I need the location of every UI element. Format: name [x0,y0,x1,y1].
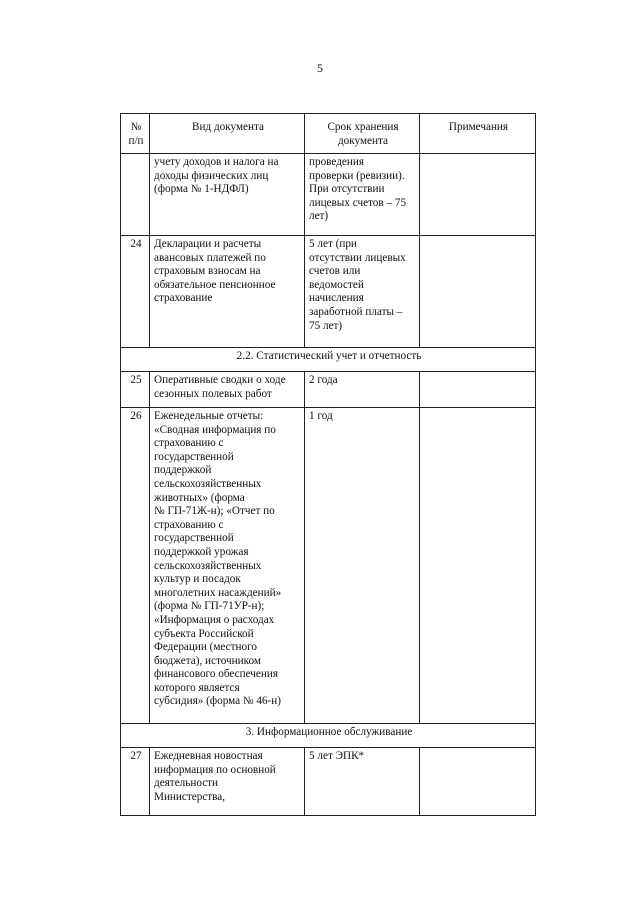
table-header-row [121,114,536,154]
section-title: 2.2. Статистический учет и отчетность [121,348,536,372]
table-row [121,408,536,724]
table-row [121,748,536,816]
table-row [121,236,536,348]
page-number: 5 [317,61,323,75]
row-doc-type: Декларации и расчеты авансовых платежей по страховым взносам на обязательное пенсионное страхование [150,236,305,348]
header-num: № п/п [121,114,150,154]
row-notes [420,236,536,348]
row-notes [420,748,536,816]
section-row [121,724,536,748]
row-notes [420,372,536,408]
row-notes [420,408,536,724]
row-retention: 2 года [305,372,420,408]
row-doc-type: Ежедневная новостная информация по основной деятельности Министерства, [150,748,305,816]
section-title: 3. Информационное обслуживание [121,724,536,748]
header-notes: Примечания [420,114,536,154]
table-row [121,154,536,236]
row-notes [420,154,536,236]
header-doc-type: Вид документа [150,114,305,154]
row-retention: 1 год [305,408,420,724]
row-num: 24 [121,236,150,348]
row-num: 25 [121,372,150,408]
section-row [121,348,536,372]
retention-schedule-table [120,113,536,816]
row-doc-type: учету доходов и налога на доходы физических лиц (форма № 1-НДФЛ) [150,154,305,236]
row-retention: 5 лет ЭПК* [305,748,420,816]
row-num: 26 [121,408,150,724]
row-doc-type: Еженедельные отчеты: «Сводная информация по страхованию с государственной поддержкой сельскохозяйственных животных» (форма № ГП-71Ж-н); «Отчет по страхованию с государственной поддержкой урожая сельскохозяйственных культур и посадок многолетних насаждений» (форма № ГП-71УР-н); «Информация о расходах субъекта Российской Федерации (местного бюджета), источником финансового обеспечения которого является субсидия» (форма № 46-н) [150,408,305,724]
table-row [121,372,536,408]
header-retention: Срок хранения документа [305,114,420,154]
row-retention: 5 лет (при отсутствии лицевых счетов или ведомостей начисления заработной платы – 75 лет) [305,236,420,348]
row-num [121,154,150,236]
row-num: 27 [121,748,150,816]
row-doc-type: Оперативные сводки о ходе сезонных полевых работ [150,372,305,408]
row-retention: проведения проверки (ревизии). При отсутствии лицевых счетов – 75 лет) [305,154,420,236]
